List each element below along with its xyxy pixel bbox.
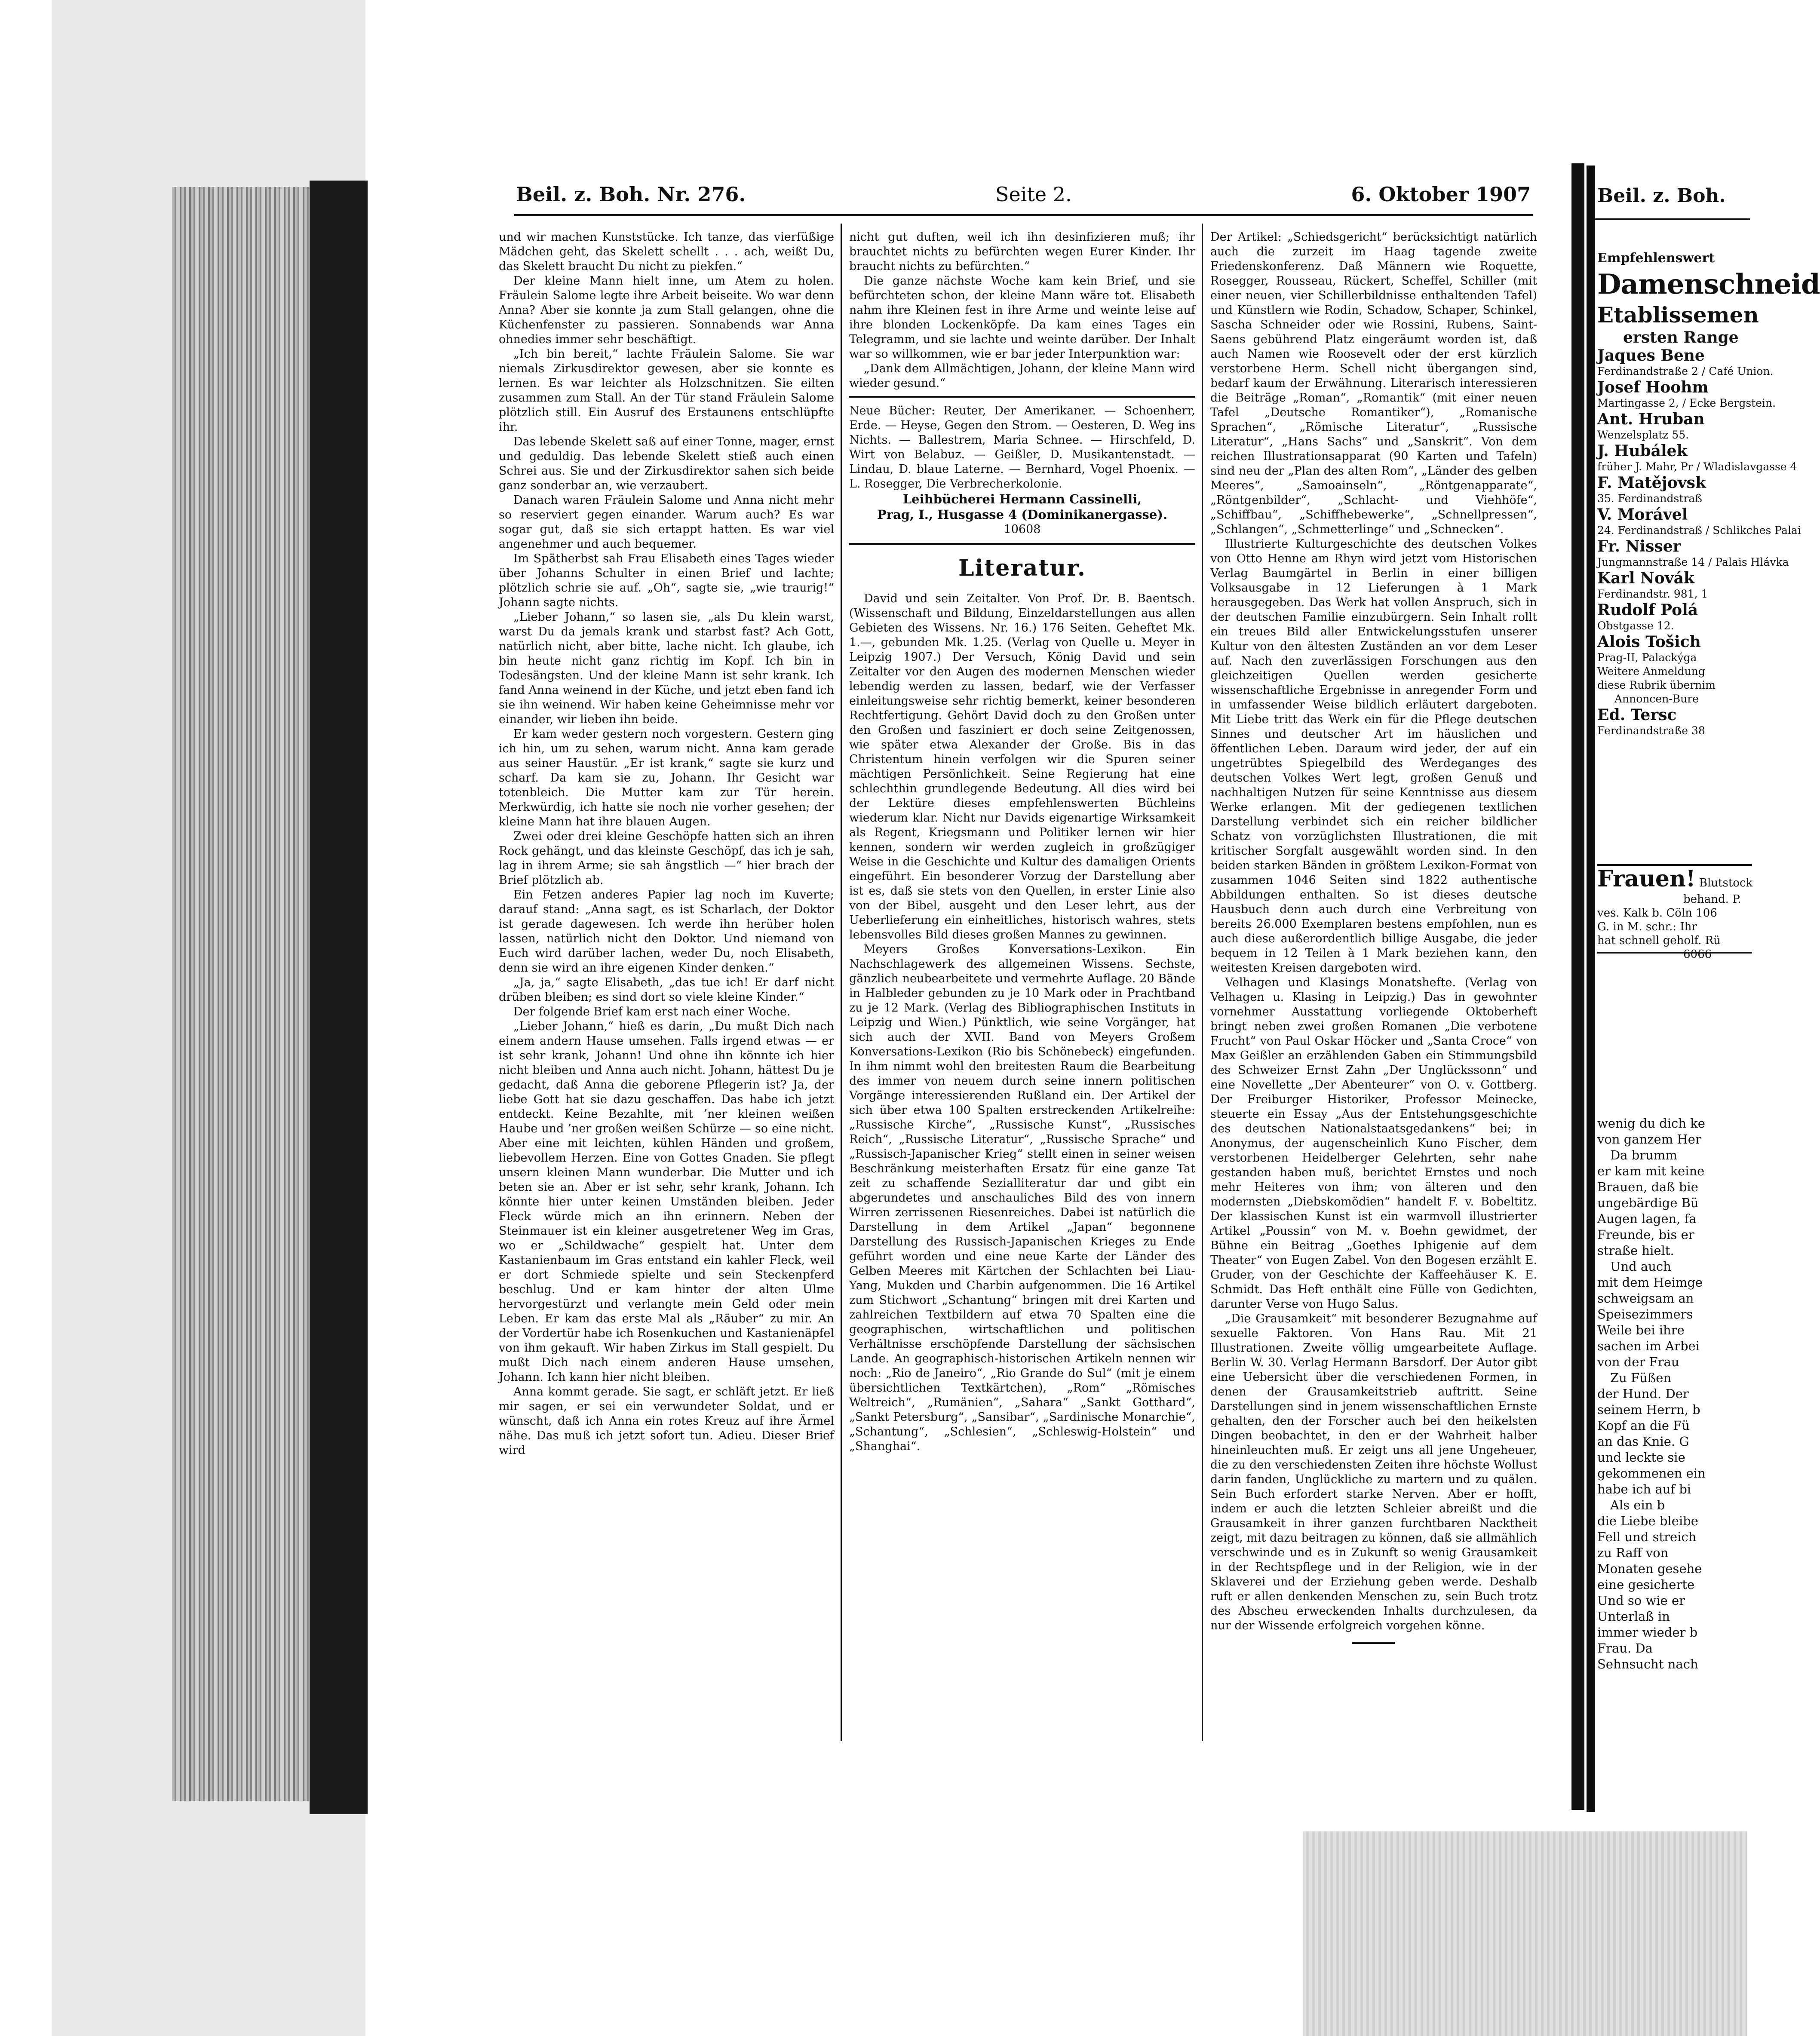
end-rule — [1352, 1642, 1395, 1644]
story-paragraph: „Lieber Johann,“ so lasen sie, „als Du klein warst, warst Du da jemals krank und starbst fast? Ach Gott, natürlich nicht, aber bitte, lache nicht. Ich glaube, ich bin heute nicht ganz richtig im Kopf. Ich bin in Todesängsten. Und der kleine Mann ist sehr krank. Ich fand Anna weinend in der Küche, und jetzt eben fand ich sie ihn weinend. Wir haben keine Geheimnisse mehr vor einander, wir lieben ihn beide. — [499, 610, 834, 726]
ad-line: Empfehlenswert — [1597, 251, 1715, 266]
new-books-list: Neue Bücher: Reuter, Der Amerikaner. — Schoenherr, Erde. — Heyse, Gegen den Strom. — Oesteren, D. Weg ins Nichts. — Ballestrem, Maria Schnee. — Hirschfeld, D. Wirt von Belabuz. — Geißler, D. Musikantenstadt. — Lindau, D. blaue Laterne. — Bernhard, Vogel Phoenix. — L. Rosegger, Die Verbrecherkolonie. — [849, 404, 1195, 491]
ad-entry-name: V. Morável — [1597, 506, 1688, 524]
text-line: Freunde, bis er — [1597, 1227, 1694, 1242]
text-line: straße hielt. — [1597, 1243, 1674, 1258]
box-line: 6066 — [1683, 948, 1712, 961]
text-line: die Liebe bleibe — [1597, 1514, 1698, 1528]
ad-line: ersten Range — [1623, 328, 1739, 346]
ad-entry-address: Ferdinandstraße 38 — [1597, 724, 1705, 737]
story-paragraph: „Ja, ja,“ sagte Elisabeth, „das tue ich! Er darf nicht drüben bleiben; es sind dort so viele kleine Kinder.“ — [499, 976, 834, 1004]
section-title: Literatur. — [958, 555, 1086, 581]
ad-subtitle: Etablissemen — [1597, 302, 1759, 328]
ad-entry-name: Karl Novák — [1597, 569, 1694, 587]
text-line: gekommenen ein — [1597, 1466, 1706, 1481]
book-review: Der Artikel: „Schiedsgericht“ berücksichtigt natürlich auch die zurzeit im Haag tagende zweite Friedenskonferenz. Daß Männern wie Roquette, Rosegger, Rousseau, Rückert, Scheffel, Schiller (mit einer neuen, vier Schillerbildnisse enthaltenden Tafel) und Künstlern wie Rodin, Schadow, Schaper, Schinkel, Sascha Schneider oder wie Rossini, Rubens, Saint-Saens gebührend Platz eingeräumt worden ist, daß auch Namen wie Roosevelt oder der erst kürzlich verstorbene Herm. Schell nicht übergangen sind, bedarf kaum der Erwähnung. Literarisch interessieren die Beiträge „Roman“, „Romantik“ (mit einer neuen Tafel „Deutsche Romantiker“), „Romanische Sprachen“, „Römische Literatur“, „Russische Literatur“, „Hans Sachs“ und „Sanskrit“. Von dem reichen Illustrationsapparat (90 Karten und Tafeln) sind neu der „Plan des alten Rom“, „Länder des gelben Meeres“, „Samoainseln“, „Röntgenapparate“, „Röntgenbilder“, „Schlacht- und Viehhöfe“, „Schiffbau“, „Schiffhebewerke“, „Schnellpressen“, „Schlangen“, „Schmetterlinge“ und „Schnecken“. — [1210, 230, 1537, 536]
box-line: G. in M. schr.: Ihr — [1597, 920, 1697, 933]
story-paragraph: „Dank dem Allmächtigen, Johann, der kleine Mann wird wieder gesund.“ — [849, 362, 1195, 390]
text-line: Und so wie er — [1597, 1593, 1685, 1608]
ad-entry-address: früher J. Mahr, Pr / Wladislavgasse 4 — [1597, 460, 1797, 473]
ad-entry-address: 24. Ferdinandstraß / Schlikches Palai — [1597, 524, 1801, 537]
column-1 — [499, 230, 834, 1741]
text-line: mit dem Heimge — [1597, 1275, 1703, 1290]
section-rule — [849, 543, 1195, 545]
text-line: Kopf an die Fü — [1597, 1418, 1690, 1433]
text-line: und leckte sie — [1597, 1450, 1685, 1465]
box-line: hat schnell geholf. Rü — [1597, 934, 1721, 947]
text-line: seinem Herrn, b — [1597, 1402, 1700, 1417]
text-line: Als ein b — [1610, 1498, 1665, 1512]
text-line: immer wieder b — [1597, 1625, 1698, 1640]
text-line: von ganzem Her — [1597, 1132, 1701, 1147]
text-line: Da brumm — [1610, 1148, 1677, 1162]
new-books-notice — [849, 396, 1195, 537]
ad-number: 10608 — [1004, 523, 1041, 536]
text-line: Und auch — [1610, 1259, 1671, 1274]
library-address: Prag, I., Husgasse 4 (Dominikanergasse). — [877, 507, 1168, 522]
story-paragraph: Danach waren Fräulein Salome und Anna nicht mehr so reserviert gegen einander. Warum auch? Es war sogar gut, daß sie sich ertappt hatten. Es war viel angenehmer und auch bequemer. — [499, 494, 834, 551]
story-paragraph: Die ganze nächste Woche kam kein Brief, und sie befürchteten schon, der kleine Mann wäre tot. Elisabeth nahm ihre Kleinen fest in ihre Arme und weinte leise auf ihre blonden Lockenköpfe. Da kam eines Tages ein Telegramm, und sie lachte und weinte darüber. Der Inhalt war so willkommen, wie er bar jeder Interpunktion war: — [849, 274, 1195, 361]
text-line: schweigsam an — [1597, 1291, 1694, 1306]
ad-entry-address: Jungmannstraße 14 / Palais Hlávka — [1597, 556, 1789, 568]
ad-entry-address: Prag-II, Palackýga — [1597, 651, 1697, 664]
story-paragraph: Anna kommt gerade. Sie sagt, er schläft jetzt. Er ließ mir sagen, er sei ein verwundeter Soldat, und er wünscht, daß ich Anna ein rotes Kreuz auf ihre Ärmel nähe. Das muß ich jetzt sofort tun. Adieu. Dieser Brief wird — [499, 1385, 834, 1457]
ad-entry-name: Jaques Bene — [1597, 346, 1705, 365]
story-paragraph: Zwei oder drei kleine Geschöpfe hatten sich an ihren Rock gehängt, und das kleinste Geschöpf, das ich je sah, lag in ihrem Arme; sie sah ängstlich —“ hier brach der Brief plötzlich ab. — [499, 830, 834, 887]
ad-entry-address: 35. Ferdinandstraß — [1597, 492, 1702, 505]
ad-entry-name: Fr. Nisser — [1597, 537, 1681, 555]
story-paragraph: Das lebende Skelett saß auf einer Tonne, mager, ernst und geduldig. Das lebende Skelett stieß auch einen Schrei aus. Sie und der Zirkusdirektor sahen sich beide ganz sonderbar an, wie verzaubert. — [499, 435, 834, 492]
story-paragraph: und wir machen Kunststücke. Ich tanze, das vierfüßige Mädchen geht, das Skelett schellt . . . ach, weißt Du, das Skelett braucht Du nicht zu piekfen.“ — [499, 230, 834, 273]
ad-entry-address: Martingasse 2, / Ecke Bergstein. — [1597, 397, 1776, 409]
text-line: zu Raff von — [1597, 1545, 1669, 1560]
ad-entry-name: Ant. Hruban — [1597, 410, 1705, 428]
text-line: Brauen, daß bie — [1597, 1180, 1698, 1194]
box-line: behand. P. — [1683, 893, 1741, 906]
ad-entry-name: F. Matějovsk — [1597, 474, 1706, 492]
book-review: Illustrierte Kulturgeschichte des deutschen Volkes von Otto Henne am Rhyn wird jetzt vom Historischen Verlag Baumgärtel in Berlin in einer billigen Volksausgabe in 12 Lieferungen à 1 Mark herausgegeben. Das Werk hat vollen Anspruch, sich in der deutschen Familie einzubürgern. Sein Inhalt rollt ein treues Bild aller Entwickelungsstufen unserer Kultur von den ältesten Zuständen an vor dem Leser auf. Nach den zuverlässigen Forschungen aus den gleichzeitigen Quellen werden gesicherte wissenschaftliche Ergebnisse in anregender Form und in umfassender Weise bildlich erläutert dargeboten. Mit Liebe tritt das Werk ein für die Pflege deutschen Sinnes und deutscher Art im häuslichen und öffentlichen Leben. Daraum wird jeder, der auf ein ungetrübtes Spiegelbild des Werdeganges des deutschen Volkes Wert legt, großen Genuß und nachhaltigen Nutzen für seine Kenntnisse aus diesem Werke erlangen. Mit der gediegenen textlichen Darstellung verbindet sich ein reicher bildlicher Schatz von vorzüglichsten Illustrationen, die mit kritischer Sorgfalt ausgewählt worden sind. In den beiden starken Bänden in größtem Lexikon-Format von zusammen 1046 Seiten sind 1822 authentische Abbildungen enthalten. So ist dieses deutsche Hausbuch denn auch durch eine Verbreitung von bereits 26.000 Exemplaren bestens empfohlen, nun es auch diese außerordentlich billige Ausgabe, die jeder bequem in 12 Teilen à 1 Mark beziehen kann, den weitesten Kreisen dargeboten wird. — [1210, 537, 1537, 975]
ad-footer-line: Annoncen-Bure — [1614, 693, 1699, 705]
text-line: Augen lagen, fa — [1597, 1211, 1697, 1226]
ad-entry-name: Ed. Tersc — [1597, 706, 1677, 724]
ad-title: Damenschneid — [1597, 268, 1820, 300]
column-divider — [1202, 224, 1203, 1741]
text-line: Sehnsucht nach — [1597, 1657, 1698, 1671]
text-line: von der Frau — [1597, 1355, 1679, 1369]
facing-page-header: Beil. z. Boh. — [1597, 185, 1726, 207]
facing-story-text — [1597, 1116, 1752, 1672]
header-issue: Beil. z. Boh. Nr. 276. — [516, 183, 746, 206]
tailor-advertisement — [1597, 249, 1820, 738]
header-rule — [514, 214, 1533, 216]
box-line: Blutstock — [1699, 877, 1753, 889]
text-line: eine gesicherte — [1597, 1577, 1695, 1592]
story-paragraph: Der kleine Mann hielt inne, um Atem zu holen. Fräulein Salome legte ihre Arbeit beiseite. Wo war denn Anna? Aber sie konnte ja zum Stall gelangen, ohne die Küchenfenster zu passieren. Sonnabends war Anna ohnedies immer sehr beschäftigt. — [499, 274, 834, 346]
ad-footer-line: diese Rubrik übernim — [1597, 679, 1716, 691]
library-name: Leihbücherei Hermann Cassinelli, — [902, 492, 1142, 506]
text-line: Unterlaß in — [1597, 1609, 1670, 1624]
box-line: ves. Kalk b. Cöln 106 — [1597, 907, 1717, 920]
text-line: der Hund. Der — [1597, 1386, 1689, 1401]
story-paragraph: Der folgende Brief kam erst nach einer Woche. — [513, 1005, 791, 1018]
header-date: 6. Oktober 1907 — [1351, 183, 1531, 206]
book-review: Velhagen und Klasings Monatshefte. (Verlag von Velhagen u. Klasing in Leipzig.) Das in gewohnter vornehmer Ausstattung vorliegende Oktoberheft bringt neben zwei großen Romanen „Die verbotene Frucht“ von Paul Oskar Höcker und „Santa Croce“ von Max Geißler an erzählenden Gaben ein Stimmungsbild des Schweizer Ernst Zahn „Der Unglückssonn“ und eine Novellette „Der Abenteurer“ von O. v. Gottberg. Der Freiburger Historiker, Professor Meinecke, steuerte ein Essay „Aus der Entstehungsgeschichte des deutschen Nationalstaatsgedankens“ bei; in Anonymus, der augenscheinlich Kuno Fischer, dem verstorbenen Heidelberger Gelehrten, sehr nahe gestanden haben muß, berichtet Ernstes und noch mehr Heiteres von ihm; von älteren und den modernsten „Diebskomödien“ handelt F. v. Bobeltitz. Der klassischen Kunst ist ein warmvoll illustrierter Artikel „Poussin“ von M. v. Boehn gewidmet, der Bühne ein Beitrag „Goethes Iphigenie auf dem Theater“ von Eugen Zabel. Von den Bogesen erzählt E. Gruder, von der Geschichte der Kaffeehäuser K. E. Schmidt. Das Heft enthält eine Fülle von Gedichten, darunter Verse von Hugo Salus. — [1210, 976, 1537, 1311]
column-3 — [1210, 230, 1537, 1741]
text-line: Weile bei ihre — [1597, 1323, 1685, 1337]
story-paragraph: Er kam weder gestern noch vorgestern. Gestern ging ich hin, um zu sehen, warum nicht. Anna kam gerade aus seiner Haustür. „Er ist krank,“ sagte sie kurz und scharf. Da kam sie zu, Johann. Ihr Gesicht war totenbleich. Die Mutter kam zur Tür herein. Merkwürdig, ich hatte sie noch nie vorher gesehen; der kleine Mann hat ihre blauen Augen. — [499, 727, 834, 828]
ad-entry-address: Ferdinandstr. 981, 1 — [1597, 588, 1708, 600]
text-line: ungebärdige Bü — [1597, 1196, 1699, 1210]
ad-entry-address: Ferdinandstraße 2 / Café Union. — [1597, 365, 1774, 377]
text-line: Frau. Da — [1597, 1641, 1653, 1656]
facing-header-rule — [1595, 218, 1750, 220]
frauen-advertisement — [1597, 864, 1753, 961]
column-divider — [841, 224, 842, 1741]
text-line: an das Knie. G — [1597, 1434, 1689, 1449]
story-paragraph: Ein Fetzen anderes Papier lag noch im Kuverte; darauf stand: „Anna sagt, es ist Scharlach, der Doktor ist gerade dagewesen. Ich werde ihn herüber holen lassen, natürlich nicht den Doktor. Und niemand von Euch wird darüber lachen, weder Du, noch Elisabeth, denn sie wird an ihre eigenen Kinder denken.“ — [499, 888, 834, 975]
text-line: Speisezimmers — [1597, 1307, 1693, 1322]
book-spine — [310, 181, 368, 1814]
box-title: Frauen! — [1597, 866, 1696, 892]
ad-footer-line: Weitere Anmeldung — [1597, 665, 1705, 678]
text-line: wenig du dich ke — [1597, 1116, 1705, 1131]
book-review: David und sein Zeitalter. Von Prof. Dr. B. Baentsch. (Wissenschaft und Bildung, Einzeldarstellungen aus allen Gebieten des Wissens. Nr. 16.) 176 Seiten. Geheftet Mk. 1.—, gebunden Mk. 1.25. (Verlag von Quelle u. Meyer in Leipzig 1907.) Der Versuch, König David und sein Zeitalter vor den Augen des modernen Menschen wieder lebendig werden zu lassen, bedarf, wie der Verfasser einleitungsweise sehr richtig bemerkt, keiner besonderen Rechtfertigung. Gehört David doch zu den Großen unter den Großen und fasziniert er doch seine Zeitgenossen, wie später etwa Alexander der Große. Bis in das Christentum hinein verfolgen wir die Spuren seiner mächtigen Persönlichkeit. Seine Regierung hat eine schlechthin grundlegende Bedeutung. All dies wird bei der Lektüre dieses empfehlenswerten Büchleins wiederum klar. Nicht nur Davids eigenartige Wirksamkeit als Regent, Kriegsmann und Politiker lernen wir hier kennen, sondern wir werden zugleich in großzügiger Weise in die Geschichte und Kultur des damaligen Orients eingeführt. Ein besonderer Vorzug der Darstellung aber ist es, daß sie stets von den Quellen, in erster Linie also von der Bibel, ausgeht und den Leser lehrt, aus der Ueberlieferung ein einheitliches, historisch wahres, stets lebensvolles Bild dieses großen Mannes zu gewinnen. — [849, 592, 1195, 941]
ad-entry-name: Josef Hoohm — [1597, 378, 1709, 396]
story-paragraph: nicht gut duften, weil ich ihn desinfizieren muß; ihr brauchtet nichts zu befürchten wegen Eurer Kinder. Ihr braucht nichts zu befürchten.“ — [849, 230, 1195, 273]
story-paragraph: „Lieber Johann,“ hieß es darin, „Du mußt Dich nach einem andern Hause umsehen. Falls irgend etwas — er ist sehr krank, Johann! Und ohne ihn könnte ich hier nicht bleiben und Anna auch nicht. Johann, hättest Du je gedacht, daß Anna die geborene Pflegerin ist? Ja, der liebe Gott hat sie dazu geschaffen. Das habe ich jetzt entdeckt. Keine Bezahlte, mit ’ner kleinen weißen Haube und ’ner großen weißen Schürze — so eine nicht. Aber eine mit leichten, kühlen Händen und großem, liebevollem Herzen. Eine von Gottes Gnaden. Sie pflegt unsern kleinen Mann wunderbar. Die Mutter und ich beten sie an. Aber er ist sehr, sehr krank, Johann. Ich könnte hier unter keinen Umständen bleiben. Jeder Fleck würde mich an ihn erinnern. Neben der Steinmauer ist ein kleiner ausgetretener Weg im Gras, wo er „Schildwache“ gespielt hat. Unter dem Kastanienbaum im Gras entstand ein kahler Fleck, weil er dort Schmiede spielte und sein Steckenpferd beschlug. Und er kam hinter der alten Ulme hervorgestürzt und verlangte mein Geld oder mein Leben. Er kam das erste Mal als „Räuber“ zu mir. An der Vordertür habe ich Rosenkuchen und Kastanienäpfel von ihm gekauft. Wir haben Zirkus im Stall gespielt. Du mußt Dich nach einem anderen Hause umsehen, Johann. Ich kann hier nicht bleiben. — [499, 1020, 834, 1384]
ad-entry-name: J. Hubálek — [1597, 442, 1688, 460]
header-page-number: Seite 2. — [995, 183, 1072, 206]
ad-entry-address: Wenzelsplatz 55. — [1597, 429, 1689, 441]
scan-background-bottom — [1303, 1831, 1747, 2036]
book-review: „Die Grausamkeit“ mit besonderer Bezugnahme auf sexuelle Faktoren. Von Hans Rau. Mit 21 Illustrationen. Zweite völlig umgearbeitete Auflage. Berlin W. 30. Verlag Hermann Barsdorf. Der Autor gibt eine Uebersicht über die verschiedenen Formen, in denen der Grausamkeitstrieb auftritt. Seine Darstellungen sind in jenem wissenschaftlichen Ernste gehalten, den der Forscher auch bei den heikelsten Dingen beobachtet, in den er der Wahrheit halber hineinleuchten muß. Er zeigt uns all jene Ungeheuer, die zu den verschiedensten Zeiten ihre höchste Wollust darin fanden, Unglückliche zu martern und zu quälen. Sein Buch erfordert starke Nerven. Aber er hofft, indem er auch die letzten Schleier abreißt und die Grausamkeit in ihrer ganzen furchtbaren Nacktheit zeigt, mit dazu beitragen zu können, daß sie allmählich verschwinde und es in Zukunft so wenig Grausamkeit in der Rechtspflege und in der Religion, wie in der Sklaverei und der Erziehung geben werde. Deshalb ruft er allen denkenden Menschen zu, sein Buch trotz des Abscheu erweckenden Inhalts durchzulesen, da nur der Wissende erfolgreich vorgehen könne. — [1210, 1312, 1537, 1632]
text-line: Monaten gesehe — [1597, 1561, 1702, 1576]
text-line: Zu Füßen — [1610, 1371, 1672, 1385]
story-paragraph: Im Spätherbst sah Frau Elisabeth eines Tages wieder über Johanns Schulter in einen Brief und lachte; plötzlich schrie sie auf. „Oh“, sagte sie, „wie traurig!“ Johann sagte nichts. — [499, 552, 834, 609]
column-2 — [849, 230, 1195, 1741]
story-paragraph: „Ich bin bereit,“ lachte Fräulein Salome. Sie war niemals Zirkusdirektor gewesen, aber sie konnte es lernen. Es war leichter als Holzschnitzen. Sie eilten zusammen zum Stall. An der Tür stand Fräulein Salome plötzlich still. Ein Ausruf des Erstaunens entschlüpfte ihr. — [499, 347, 834, 434]
text-line: er kam mit keine — [1597, 1164, 1705, 1178]
ad-entry-name: Rudolf Polá — [1597, 601, 1698, 619]
text-line: sachen im Arbei — [1597, 1339, 1700, 1353]
text-line: Fell und streich — [1597, 1530, 1697, 1544]
page-header — [516, 183, 1531, 209]
text-line: habe ich auf bi — [1597, 1482, 1691, 1496]
ad-entry-name: Alois Tošich — [1597, 633, 1701, 651]
book-review: Meyers Großes Konversations-Lexikon. Ein Nachschlagewerk des allgemeinen Wissens. Sechste, gänzlich neubearbeitete und vermehrte Auflage. 20 Bände in Halbleder gebunden zu je 10 Mark oder in Prachtband zu je 12 Mark. (Verlag des Bibliographischen Instituts in Leipzig und Wien.) Pünktlich, wie seine Vorgänger, hat sich auch der XVII. Band von Meyers Großem Konversations-Lexikon (Rio bis Schönebeck) eingefunden. In ihm nimmt wohl den breitesten Raum die Bearbeitung des immer von neuem durch seine innern politischen Vorgänge interessierenden Rußland ein. Der Artikel der sich über etwa 100 Spalten erstreckenden Artikelreihe: „Russische Kirche“, „Russische Kunst“, „Russisches Reich“, „Russische Literatur“, „Russische Sprache“ und „Russisch-Japanischer Krieg“ stellt einen in seiner weisen Beschränkung meisterhaften Ersatz für eine ganze Tat zeit zu schaffende Sezialliteratur dar und gibt ein abgerundetes und anschauliches Bild des von innern Wirren zerrissenen Riesenreiches. Dabei ist natürlich die Darstellung in dem Artikel „Japan“ begonnene Darstellung des Russisch-Japanischen Krieges zu Ende geführt worden und eine neue Karte der Länder des Gelben Meeres mit Kärtchen der Schlachten bei Liau-Yang, Mukden und Charbin aufgenommen. Die 16 Artikel zum Stichwort „Schantung“ bringen mit drei Karten und zahlreichen Textbildern auf etwa 70 Spalten eine die geographischen, wirtschaftlichen und politischen Verhältnisse erschöpfende Darstellung der sächsischen Lande. An geographisch-historischen Artikeln nennen wir noch: „Rio de Janeiro“, „Rio Grande do Sul“ (mit je einem übersichtlichen Textkärtchen), „Rom“ „Römisches Weltreich“, „Rumänien“, „Sahara“ „Sankt Gotthard“, „Sankt Petersburg“, „Sansibar“, „Sardinische Monarchie“, „Schantung“, „Schlesien“, „Schleswig-Holstein“ und „Shanghai“. — [849, 943, 1195, 1453]
ad-entry-address: Obstgasse 12. — [1597, 619, 1674, 632]
